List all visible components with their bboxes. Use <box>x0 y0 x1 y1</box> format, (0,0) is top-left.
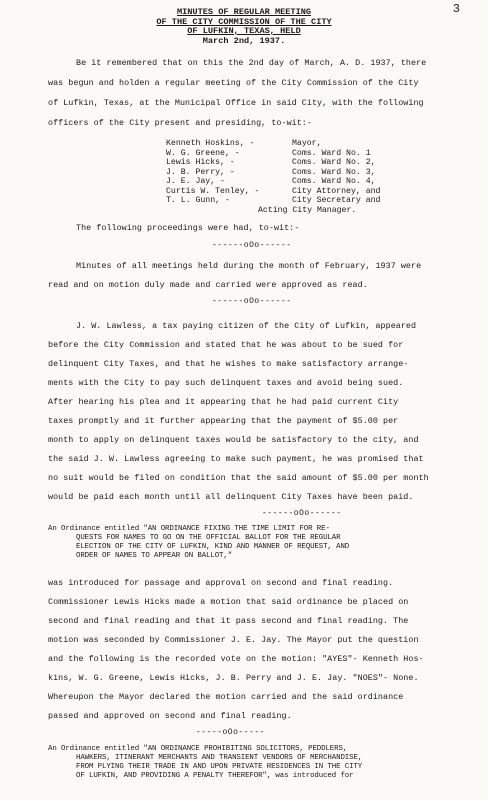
officer-name: W. G. Greene, - <box>166 148 240 158</box>
officer-name: Lewis Hicks, - <box>166 158 235 167</box>
ordinance-title-line: An Ordinance entitled "AN ORDINANCE FIXING THE TIME LIMIT FOR RE- <box>48 525 330 533</box>
ordinance-body-line: and the following is the recorded vote on the motion: "AYES"- Kenneth Hos- <box>48 654 424 664</box>
page-number: 3 <box>452 2 460 16</box>
ordinance-title-line: OF LUFKIN, AND PROVIDING A PENALTY THEREFOR", was introduced for <box>76 772 354 780</box>
ordinance-body-line: kins, W. G. Greene, Lewis Hicks, J. B. Perry and J. E. Jay. "NOES"- None. <box>48 673 419 683</box>
minutes-line: Minutes of all meetings held during the month of February, 1937 were <box>76 261 422 271</box>
lawless-line: month to apply on delinquent taxes would be satisfactory to the city, and <box>48 435 419 445</box>
intro-line: Be it remembered that on this the 2nd day of March, A. D. 1937, there <box>76 58 427 68</box>
heading-line-2: OF THE CITY COMMISSION OF THE CITY <box>156 16 332 27</box>
heading-date: March 2nd, 1937. <box>202 35 286 46</box>
lawless-line: the said J. W. Lawless agreeing to make such payment, he was promised that <box>48 454 424 464</box>
ordinance-title-line: An Ordinance entitled "AN ORDINANCE PROHIBITING SOLICITORS, PEDDLERS, <box>48 745 348 753</box>
lawless-line: taxes promptly and it further appearing that the payment of $5.00 per <box>48 416 399 426</box>
officer-title: Mayor, <box>292 139 322 148</box>
lawless-line: before the City Commission and stated that he was about to be sued for <box>48 340 404 350</box>
lawless-line: After hearing his plea and it appearing that he had paid current City <box>48 397 399 407</box>
separator: ------oOo------ <box>212 297 292 306</box>
lawless-line: J. W. Lawless, a tax paying citizen of the City of Lufkin, appeared <box>76 321 417 331</box>
ordinance-body-line: second and final reading and that it pass second and final reading. The <box>48 616 409 626</box>
separator: ------oOo------ <box>262 509 342 518</box>
lawless-line: no suit would be filed on condition that the said amount of $5.00 per month <box>48 473 429 483</box>
officer-name: J. B. Perry, - <box>166 167 235 177</box>
officer-title: Coms. Ward No. 4, <box>292 177 376 186</box>
officer-title: Coms. Ward No. 2, <box>292 158 376 167</box>
officer-title: Coms. Ward No. 3, <box>292 167 376 177</box>
proceedings-line: The following proceedings were had, to-wit:- <box>76 223 300 233</box>
heading-line-1: MINUTES OF REGULAR MEETING <box>176 7 312 17</box>
heading-line-3: OF LUFKIN, TEXAS, HELD <box>187 26 301 36</box>
ordinance-title-line: QUESTS FOR NAMES TO GO ON THE OFFICIAL BALLOT FOR THE REGULAR <box>76 534 341 542</box>
ordinance-title-line: HAWKERS, ITINERANT MERCHANTS AND TRANSIENT VENDORS OF MERCHANDISE, <box>76 754 363 762</box>
intro-line: of Lufkin, Texas, at the Municipal Office in said City, with the following <box>48 98 424 108</box>
lawless-line: would be paid each month until all delinquent City Taxes have been paid. <box>48 492 414 502</box>
intro-line: was begun and holden a regular meeting of the City Commission of the City <box>48 78 419 88</box>
ordinance-body-line: was introduced for passage and approval on second and final reading. <box>48 578 394 588</box>
minutes-line: read and on motion duly made and carried were approved as read. <box>48 280 368 290</box>
lawless-line: ments with the City to pay such delinquent taxes and avoid being sued. <box>48 378 404 388</box>
ordinance-title-line: ORDER OF NAMES TO APPEAR ON BALLOT," <box>76 552 233 560</box>
officer-title: Coms. Ward No. 1 <box>292 148 371 158</box>
officer-title: City Attorney, and <box>292 186 381 196</box>
officer-name: J. E. Jay, - <box>166 177 225 186</box>
lawless-line: delinquent City Taxes, and that he wishes to make satisfactory arrange- <box>48 359 409 369</box>
ordinance-title-line: ELECTION OF THE CITY OF LUFKIN, KIND AND MANNER OF REQUEST, AND <box>76 543 350 551</box>
officer-title: City Secretary and <box>292 196 381 205</box>
ordinance-body-line: motion was seconded by Commissioner J. E. Jay. The Mayor put the question <box>48 635 419 645</box>
ordinance-body-line: Commissioner Lewis Hicks made a motion that said ordinance be placed on <box>48 597 409 607</box>
intro-line: officers of the City present and presiding, to-wit:- <box>48 118 312 128</box>
separator: -----oOo----- <box>196 728 265 737</box>
ordinance-body-line: Whereupon the Mayor declared the motion carried and the said ordinance <box>48 692 404 702</box>
ordinance-body-line: passed and approved on second and final reading. <box>48 711 292 721</box>
separator: ------oOo------ <box>212 241 292 250</box>
officer-name: Curtis W. Tenley, - <box>166 186 260 196</box>
acting-city-manager: Acting City Manager. <box>258 205 357 215</box>
officer-name: Kenneth Hoskins, - <box>166 139 255 148</box>
officer-name: T. L. Gunn, - <box>166 196 230 205</box>
ordinance-title-line: FROM PLYING THEIR TRADE IN AND UPON PRIVATE RESIDENCES IN THE CITY <box>76 763 363 771</box>
